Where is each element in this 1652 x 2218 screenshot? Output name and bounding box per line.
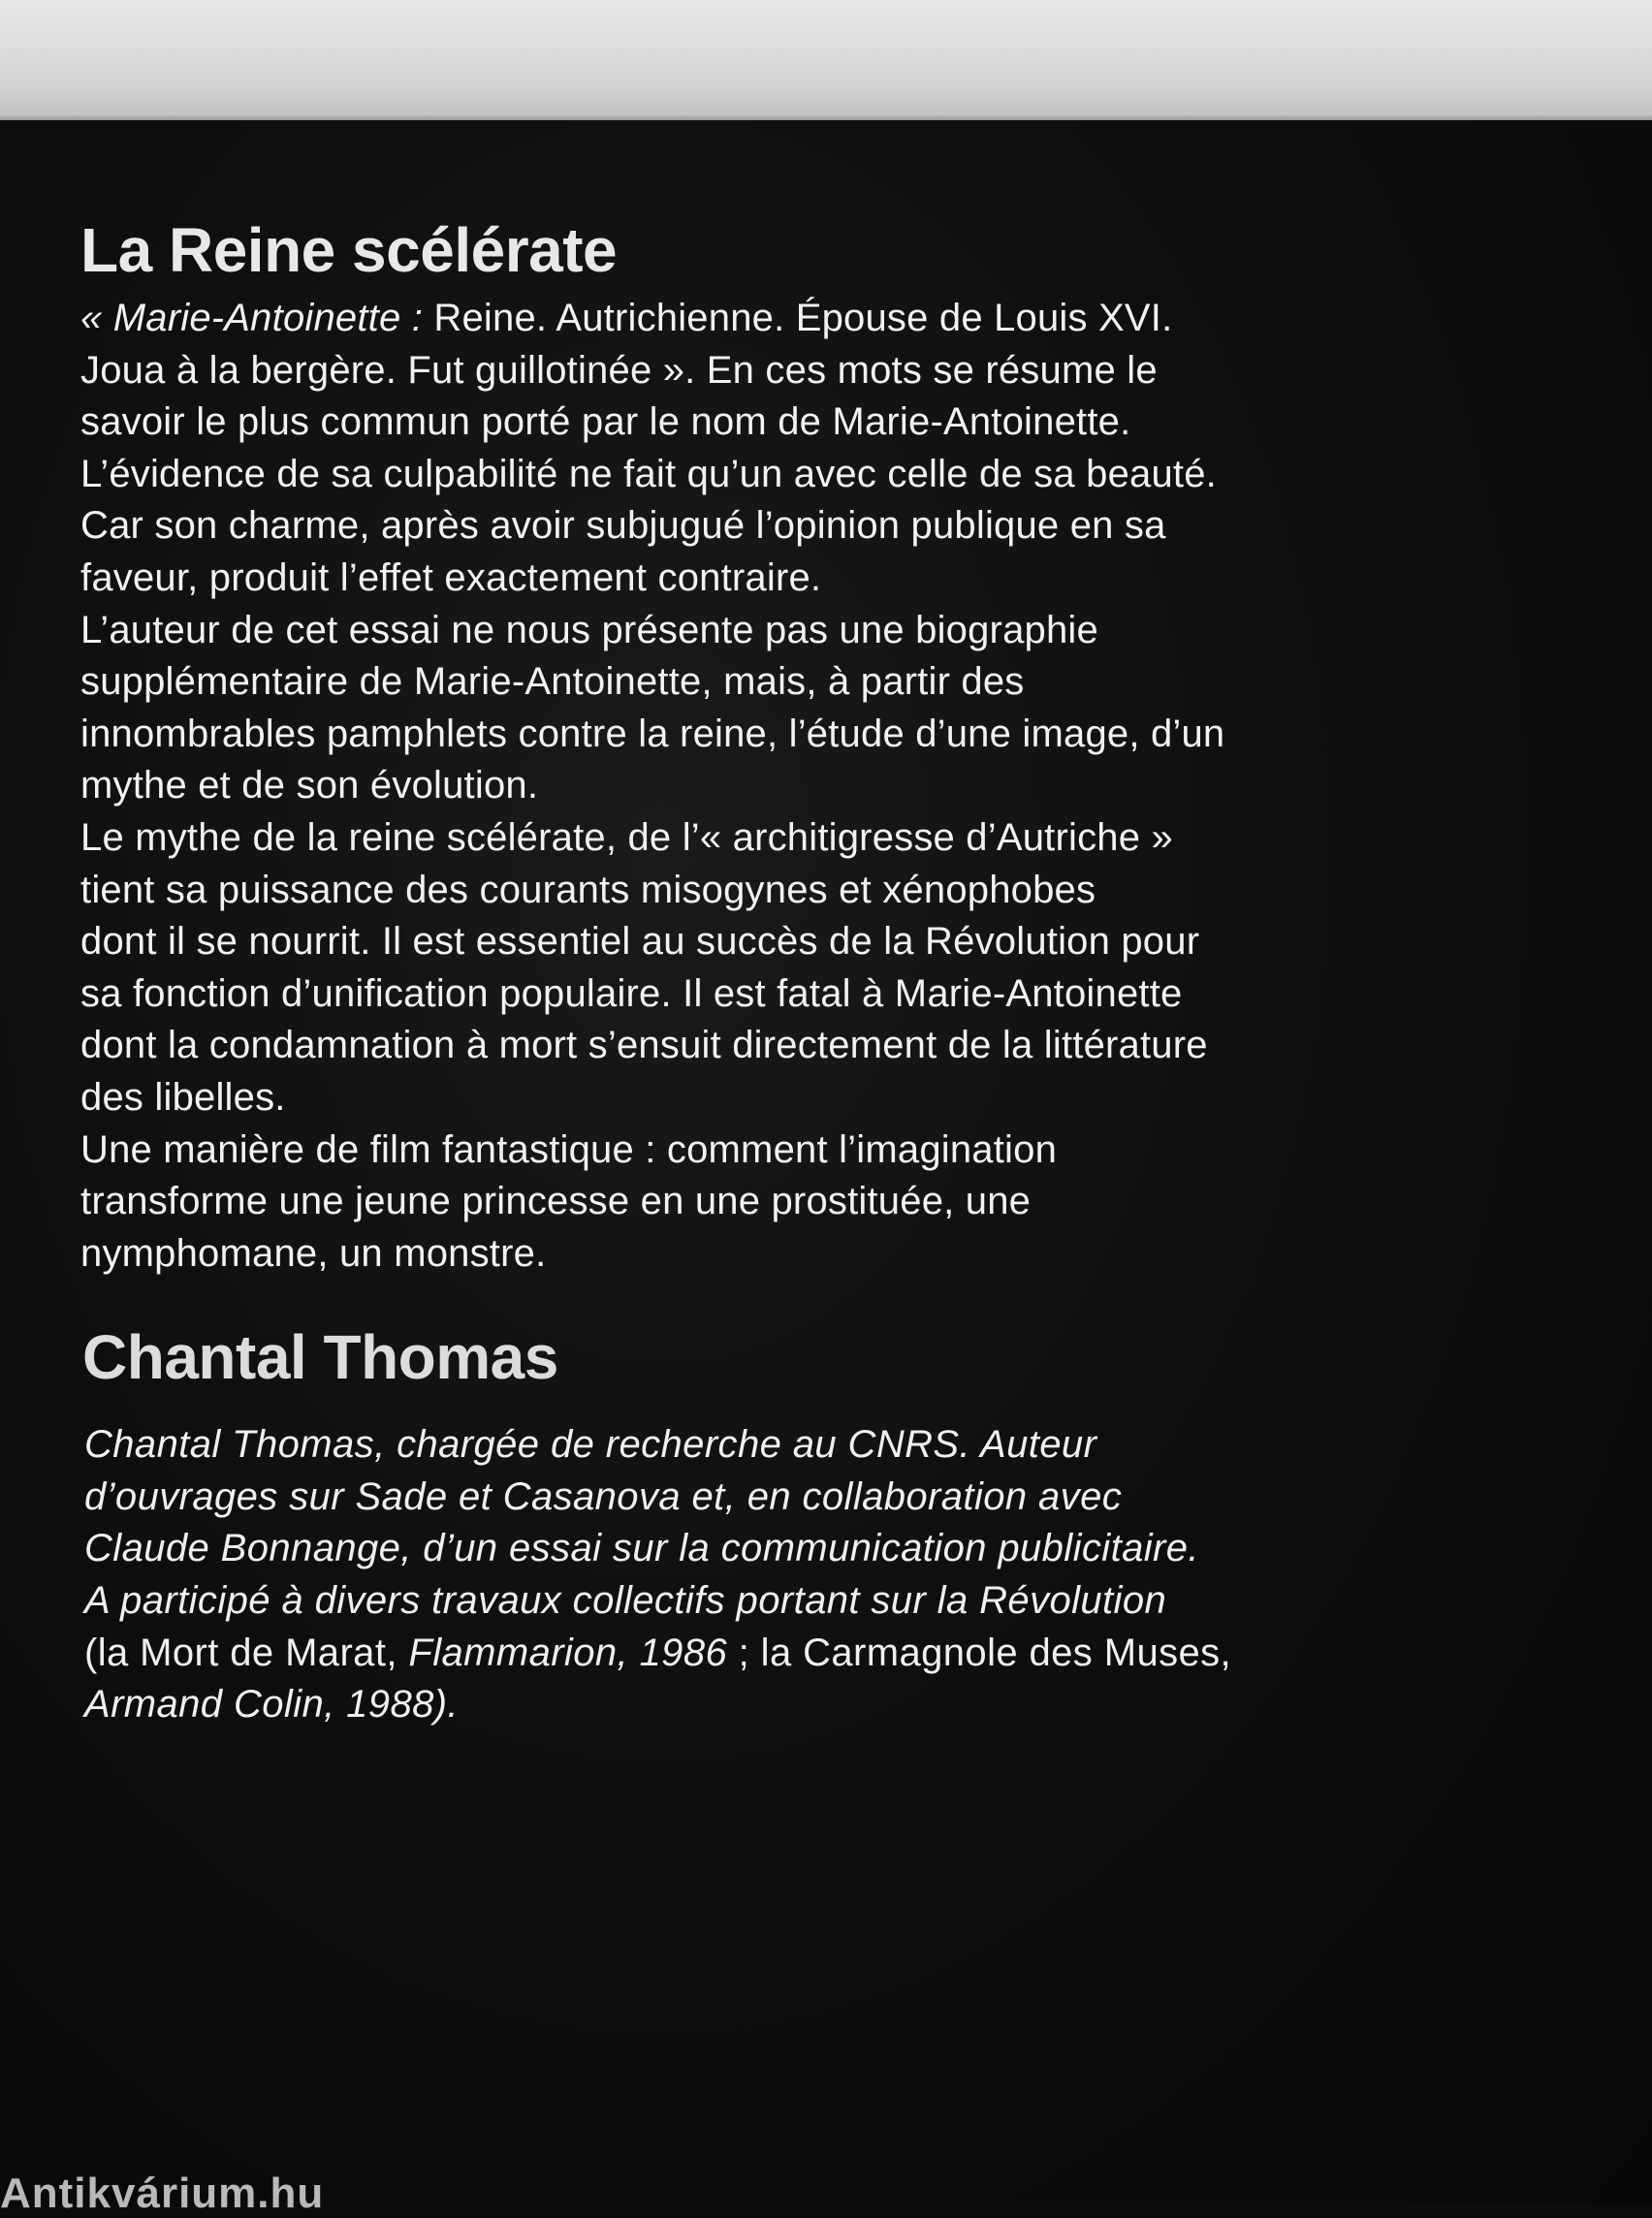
blurb-line: Une manière de film fantastique : comment l’imagination xyxy=(80,1127,1058,1171)
blurb-line: L’auteur de cet essai ne nous présente pas une biographie xyxy=(80,608,1098,651)
blurb-line: Joua à la bergère. Fut guillotinée ». En ces mots se résume le xyxy=(80,348,1158,392)
blurb-line: « Marie-Antoinette : Reine. Autrichienne. Épouse de Louis XVI. xyxy=(80,297,1173,339)
author-name: Chantal Thomas xyxy=(82,1322,558,1393)
blurb-line: innombrables pamphlets contre la reine, l’étude d’une image, d’un xyxy=(80,712,1225,755)
blurb-line: transforme une jeune princesse en une prostituée, une xyxy=(80,1180,1032,1223)
bio-line: Armand Colin, 1988). xyxy=(84,1683,459,1727)
blurb-line: des libelles. xyxy=(80,1075,286,1119)
author-bio xyxy=(84,1419,1535,1731)
blurb-line: tient sa puissance des courants misogynes et xénophobes xyxy=(80,868,1096,911)
book-title: La Reine scélérate xyxy=(80,215,618,285)
blurb-line: Le mythe de la reine scélérate, de l’« architigresse d’Autriche » xyxy=(80,815,1173,859)
blurb-line: L’évidence de sa culpabilité ne fait qu’un avec celle de sa beauté. xyxy=(80,452,1217,495)
bio-line: Claude Bonnange, d’un essai sur la communication publicitaire. xyxy=(84,1527,1199,1570)
blurb-line: mythe et de son évolution. xyxy=(80,764,539,808)
blurb-line: dont la condamnation à mort s’ensuit directement de la littérature xyxy=(80,1024,1208,1067)
blurb-line: supplémentaire de Marie-Antoinette, mais, à partir des xyxy=(80,660,1025,704)
blurb-line: faveur, produit l’effet exactement contraire. xyxy=(80,555,822,599)
bio-line: d’ouvrages sur Sade et Casanova et, en collaboration avec xyxy=(84,1474,1123,1518)
bio-line: Chantal Thomas, chargée de recherche au CNRS. Auteur xyxy=(84,1423,1097,1467)
back-cover-text xyxy=(80,211,1535,1731)
blurb-line: nymphomane, un monstre. xyxy=(80,1231,547,1275)
book-blurb xyxy=(80,293,1535,1280)
bio-line: A participé à divers travaux collectifs portant sur la Révolution xyxy=(84,1579,1167,1623)
bio-line: (la Mort de Marat, Flammarion, 1986 ; la Carmagnole des Muses, xyxy=(84,1631,1232,1674)
background-paper-strip xyxy=(0,0,1652,124)
blurb-line: sa fonction d’unification populaire. Il est fatal à Marie-Antoinette xyxy=(80,971,1183,1015)
watermark-logo: Antikvárium.hu xyxy=(0,2170,325,2217)
blurb-line: Car son charme, après avoir subjugué l’opinion publique en sa xyxy=(80,504,1166,548)
blurb-line: savoir le plus commun porté par le nom de Marie-Antoinette. xyxy=(80,400,1131,444)
blurb-line: dont il se nourrit. Il est essentiel au succès de la Révolution pour xyxy=(80,920,1200,964)
